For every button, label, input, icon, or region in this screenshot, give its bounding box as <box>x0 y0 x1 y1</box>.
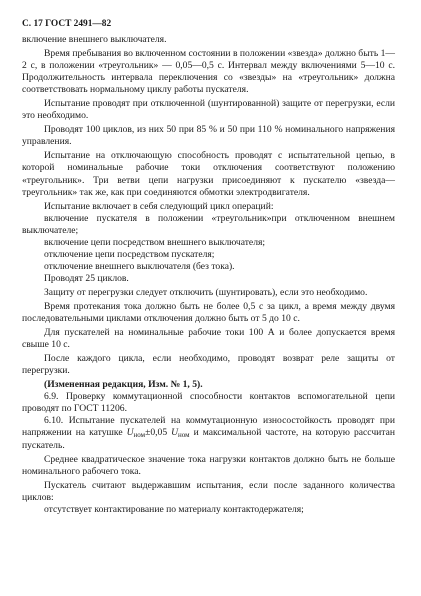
section-6-10-text: 6.10. Испытание пускателей на коммутационную износостойкость проводят при напряжении на катушке <box>22 415 395 439</box>
paragraph: Проводят 25 циклов. <box>44 272 129 284</box>
voltage-symbol: U <box>171 427 179 439</box>
section-6-10 <box>22 415 395 451</box>
section-6-10-tail: и максимальной частоте, на которую рассчитан пускатель. <box>22 427 395 451</box>
paragraph: После каждого цикла, если необходимо, проводят возврат реле защиты от перегрузки. <box>22 353 395 377</box>
paragraph: включение внешнего выключателя. <box>22 34 167 45</box>
list-item: отключение цепи посредством пускателя; <box>44 248 215 260</box>
paragraph: Защиту от перегрузки следует отключить (шунтировать), если это необходимо. <box>44 286 368 298</box>
list-item: отключение внешнего выключателя (без тока). <box>44 260 235 272</box>
paragraph: Пускатель считают выдержавшим испытания, если после заданного количества циклов: <box>22 479 395 503</box>
list-item: включение цепи посредством внешнего выключателя; <box>44 236 266 248</box>
amendment-note: (Измененная редакция, Изм. № 1, 5). <box>44 379 203 391</box>
tolerance-text: ±0,05 <box>145 427 168 439</box>
page-header: С. 17 ГОСТ 2491—82 <box>22 19 112 29</box>
paragraph: Испытание на отключающую способность проводят с испытательной цепью, в которой номинальные рабочие токи отключения соответствуют положению «треугольник». Три ветви цепи нагрузки присоединяют к пускателю «звезда—треугольник» так же, как при соединяются обмотки электродвигателя. <box>22 150 395 198</box>
nominal-subscript: ном <box>133 431 146 440</box>
paragraph: Испытание проводят при отключенной (шунтированной) защите от перегрузки, если это необходимо. <box>22 98 395 122</box>
paragraph: Среднее квадратическое значение тока нагрузки контактов должно быть не больше номинального рабочего тока. <box>22 453 395 477</box>
nominal-subscript: ном <box>178 431 190 440</box>
paragraph: Время пребывания во включенном состоянии в положении «звезда» должно быть 1—2 с, в положении «треугольник» — 0,05—0,5 с. Интервал между включениями 5—10 с. Продолжительность интервала переключения со «звезды» на «треугольник» должна соответствовать нормальному циклу работы пускателя. <box>22 48 395 96</box>
paragraph: Время протекания тока должно быть не более 0,5 с за цикл, а время между двумя последовательными циклами отключения должно быть от 5 до 10 с. <box>22 300 395 325</box>
section-6-9: 6.9. Проверку коммутационной способности контактов вспомогательной цепи проводят по ГОСТ 11206. <box>22 391 395 415</box>
list-item: отсутствует контактирование по материалу контактодержателя; <box>44 503 304 515</box>
voltage-symbol: U <box>126 427 134 439</box>
paragraph: Проводят 100 циклов, из них 50 при 85 % и 50 при 110 % номинального напряжения управления. <box>22 124 395 148</box>
paragraph: Испытание включает в себя следующий цикл операций: <box>44 200 274 212</box>
list-item: включение пускателя в положении «треугольник»при отключенном внешнем выключателе; <box>22 212 395 236</box>
paragraph: Для пускателей на номинальные рабочие токи 100 А и более допускается время свыше 10 с. <box>22 327 395 351</box>
